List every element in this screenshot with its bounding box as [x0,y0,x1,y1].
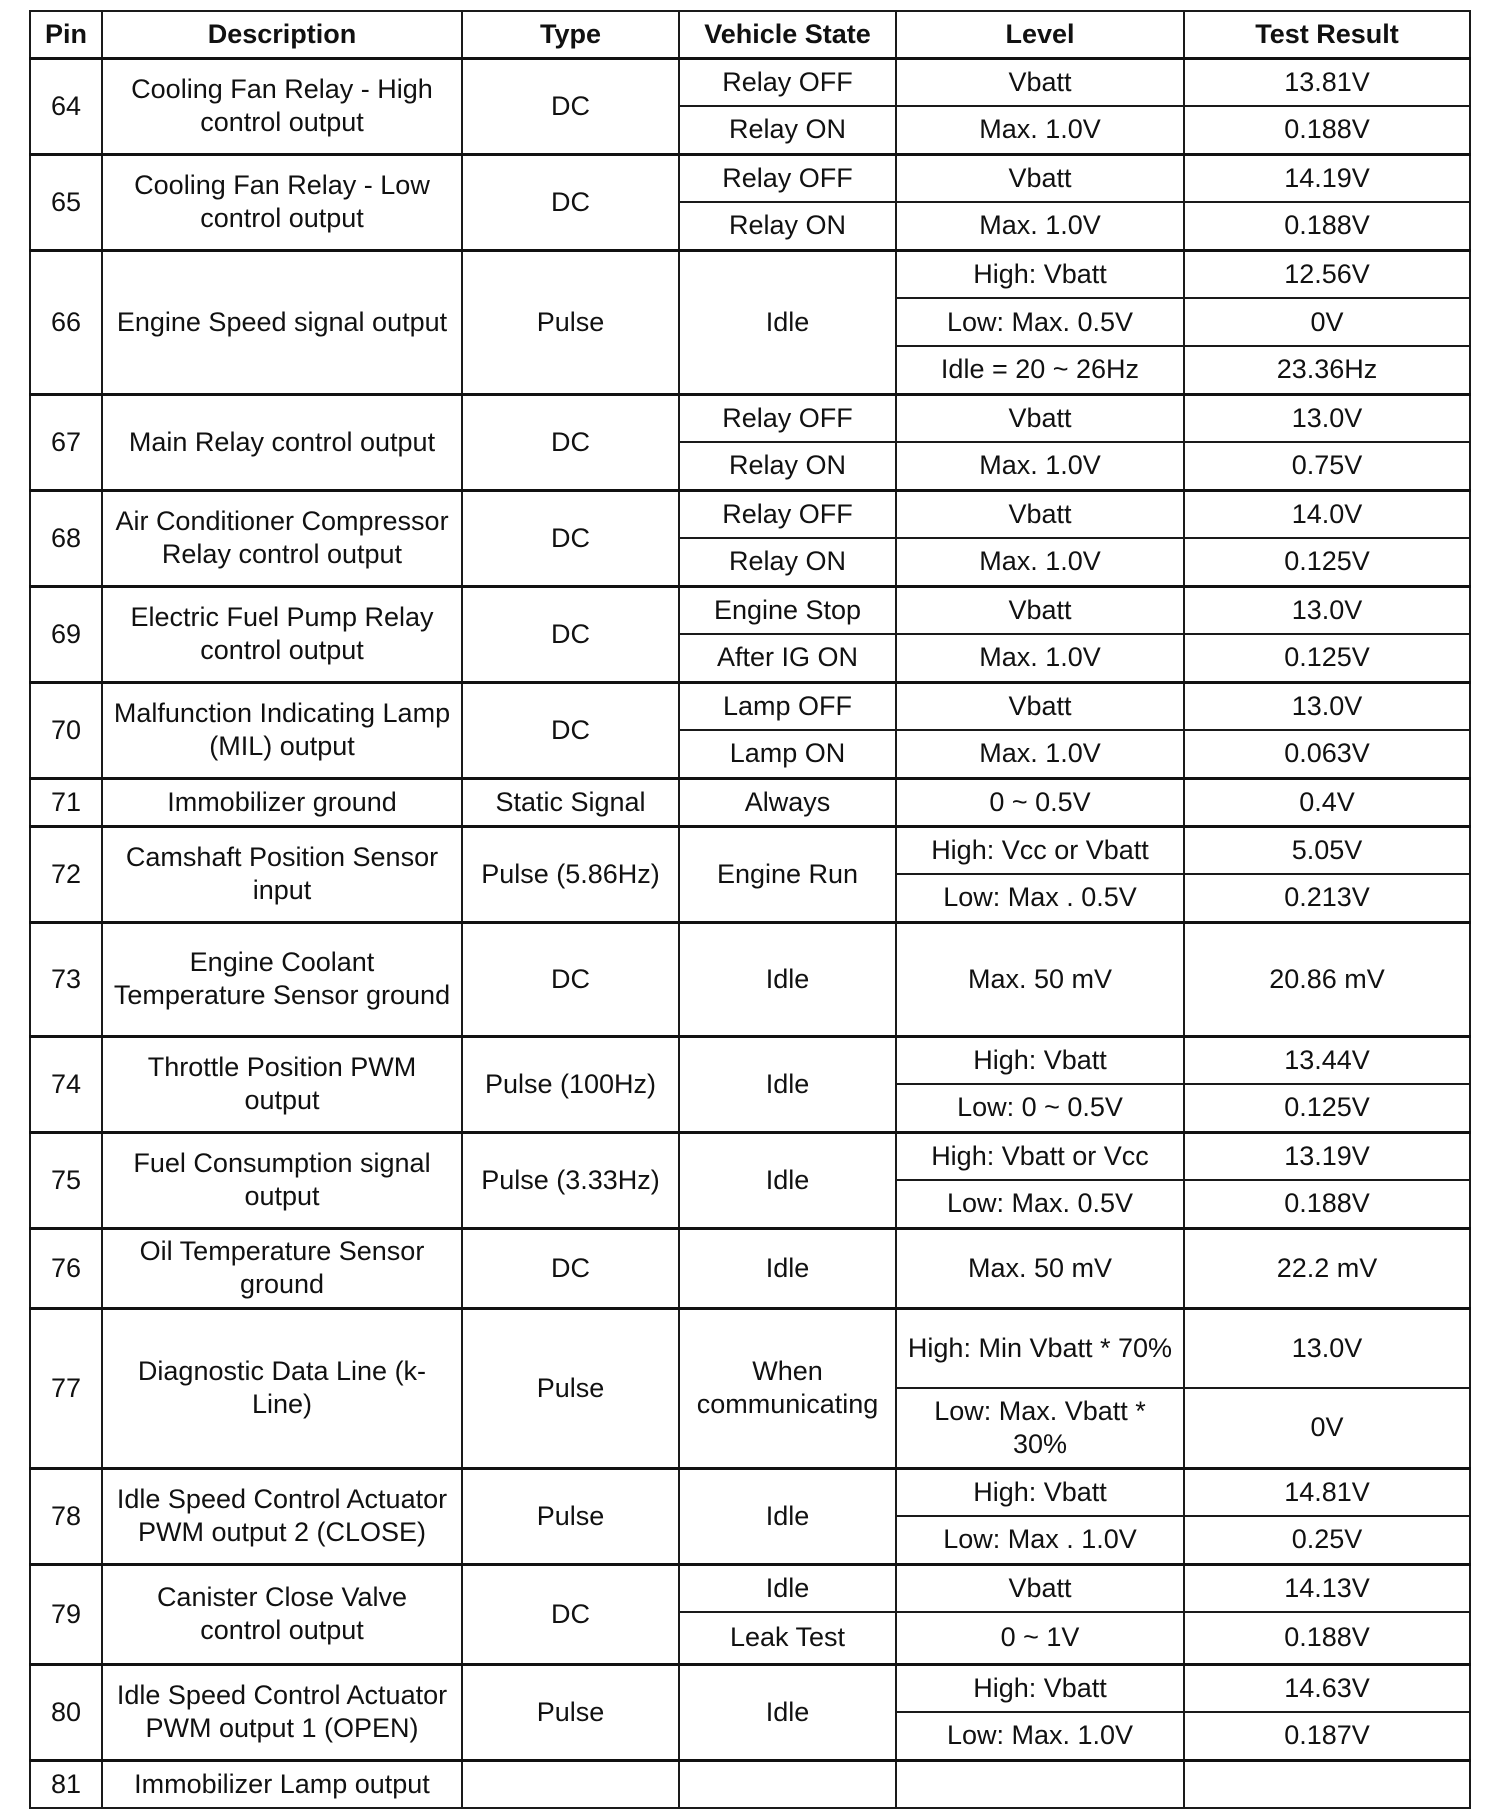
pin-number: 66 [30,250,102,394]
header-test-result: Test Result [1184,11,1470,58]
vehicle-state: Engine Stop [679,586,896,634]
vehicle-state: Idle [679,1564,896,1612]
level-value: Vbatt [896,682,1184,730]
pin-description: Immobilizer ground [102,778,462,826]
vehicle-state: Idle [679,1036,896,1132]
header-type: Type [462,11,679,58]
test-result [1184,1760,1470,1808]
table-row [30,490,1470,538]
test-result: 0.187V [1184,1712,1470,1760]
header-vehicle-state: Vehicle State [679,11,896,58]
level-value: Max. 1.0V [896,538,1184,586]
signal-type: DC [462,1564,679,1664]
level-value: Max. 1.0V [896,634,1184,682]
pin-number: 80 [30,1664,102,1760]
vehicle-state: Lamp OFF [679,682,896,730]
level-value: High: Vcc or Vbatt [896,826,1184,874]
pin-number: 76 [30,1228,102,1308]
vehicle-state: Lamp ON [679,730,896,778]
table-row [30,1132,1470,1180]
test-result: 22.2 mV [1184,1228,1470,1308]
level-value: Idle = 20 ~ 26Hz [896,346,1184,394]
level-value: High: Vbatt or Vcc [896,1132,1184,1180]
level-value: Low: Max . 0.5V [896,874,1184,922]
vehicle-state: Relay OFF [679,394,896,442]
test-result: 0.75V [1184,442,1470,490]
pin-specification-table [29,10,1471,1809]
pin-number: 73 [30,922,102,1036]
pin-description: Air Conditioner Compressor Relay control output [102,490,462,586]
vehicle-state: Relay ON [679,538,896,586]
test-result: 13.44V [1184,1036,1470,1084]
test-result: 13.81V [1184,58,1470,106]
table-row [30,922,1470,1036]
table-row [30,682,1470,730]
table-row [30,1564,1470,1612]
level-value: Low: Max. 0.5V [896,1180,1184,1228]
table-row [30,778,1470,826]
test-result: 0.188V [1184,106,1470,154]
test-result: 0.063V [1184,730,1470,778]
vehicle-state: Relay OFF [679,154,896,202]
pin-number: 77 [30,1308,102,1468]
vehicle-state: Idle [679,1228,896,1308]
test-result: 0.188V [1184,1180,1470,1228]
signal-type [462,1760,679,1808]
level-value: Vbatt [896,394,1184,442]
signal-type: Pulse (3.33Hz) [462,1132,679,1228]
pin-number: 68 [30,490,102,586]
test-result: 0.125V [1184,538,1470,586]
table-row [30,826,1470,874]
signal-type: Pulse [462,250,679,394]
table-row [30,1308,1470,1388]
test-result: 0.125V [1184,1084,1470,1132]
test-result: 14.0V [1184,490,1470,538]
test-result: 0V [1184,1388,1470,1468]
level-value: Max. 1.0V [896,730,1184,778]
table-row [30,1468,1470,1516]
vehicle-state: Idle [679,922,896,1036]
table-row [30,394,1470,442]
level-value: Vbatt [896,58,1184,106]
pin-description: Immobilizer Lamp output [102,1760,462,1808]
signal-type: DC [462,154,679,250]
table-row [30,1228,1470,1308]
vehicle-state: Relay OFF [679,490,896,538]
test-result: 13.0V [1184,394,1470,442]
level-value: Max. 50 mV [896,1228,1184,1308]
signal-type: DC [462,922,679,1036]
table-row [30,58,1470,106]
level-value: 0 ~ 1V [896,1612,1184,1664]
test-result: 13.0V [1184,586,1470,634]
pin-number: 67 [30,394,102,490]
vehicle-state: Leak Test [679,1612,896,1664]
level-value: High: Vbatt [896,1468,1184,1516]
signal-type: Pulse [462,1468,679,1564]
level-value: Max. 1.0V [896,442,1184,490]
level-value: 0 ~ 0.5V [896,778,1184,826]
level-value: High: Vbatt [896,1664,1184,1712]
level-value: Max. 1.0V [896,106,1184,154]
pin-number: 69 [30,586,102,682]
pin-description: Idle Speed Control Actuator PWM output 2 (CLOSE) [102,1468,462,1564]
pin-description: Oil Temperature Sensor ground [102,1228,462,1308]
level-value: High: Vbatt [896,250,1184,298]
level-value: Vbatt [896,586,1184,634]
pin-number: 81 [30,1760,102,1808]
signal-type: DC [462,682,679,778]
level-value: Max. 1.0V [896,202,1184,250]
vehicle-state: Idle [679,250,896,394]
header-level: Level [896,11,1184,58]
pin-description: Idle Speed Control Actuator PWM output 1 (OPEN) [102,1664,462,1760]
test-result: 14.63V [1184,1664,1470,1712]
pin-description: Electric Fuel Pump Relay control output [102,586,462,682]
test-result: 0.4V [1184,778,1470,826]
pin-description: Malfunction Indicating Lamp (MIL) output [102,682,462,778]
signal-type: DC [462,58,679,154]
vehicle-state: When communicating [679,1308,896,1468]
pin-number: 79 [30,1564,102,1664]
test-result: 14.13V [1184,1564,1470,1612]
signal-type: Pulse [462,1308,679,1468]
level-value: Low: Max . 1.0V [896,1516,1184,1564]
pin-number: 78 [30,1468,102,1564]
vehicle-state: Relay OFF [679,58,896,106]
vehicle-state: Relay ON [679,202,896,250]
level-value [896,1760,1184,1808]
test-result: 0.213V [1184,874,1470,922]
signal-type: DC [462,586,679,682]
vehicle-state: Idle [679,1664,896,1760]
test-result: 0.25V [1184,1516,1470,1564]
header-description: Description [102,11,462,58]
signal-type: Pulse (5.86Hz) [462,826,679,922]
pin-description: Cooling Fan Relay - Low control output [102,154,462,250]
pin-description: Engine Speed signal output [102,250,462,394]
level-value: Low: 0 ~ 0.5V [896,1084,1184,1132]
test-result: 14.81V [1184,1468,1470,1516]
pin-description: Throttle Position PWM output [102,1036,462,1132]
pin-number: 64 [30,58,102,154]
table-row [30,250,1470,298]
pin-number: 74 [30,1036,102,1132]
vehicle-state: Idle [679,1468,896,1564]
pin-number: 75 [30,1132,102,1228]
signal-type: Static Signal [462,778,679,826]
test-result: 12.56V [1184,250,1470,298]
level-value: Low: Max. 0.5V [896,298,1184,346]
test-result: 0.188V [1184,1612,1470,1664]
pin-description: Fuel Consumption signal output [102,1132,462,1228]
pin-description: Cooling Fan Relay - High control output [102,58,462,154]
signal-type: DC [462,394,679,490]
level-value: High: Vbatt [896,1036,1184,1084]
table-row [30,154,1470,202]
pin-description: Canister Close Valve control output [102,1564,462,1664]
level-value: Max. 50 mV [896,922,1184,1036]
table-body [30,58,1470,1808]
pin-description: Main Relay control output [102,394,462,490]
test-result: 13.0V [1184,1308,1470,1388]
vehicle-state: Idle [679,1132,896,1228]
test-result: 0.188V [1184,202,1470,250]
pin-description: Engine Coolant Temperature Sensor ground [102,922,462,1036]
table-row [30,586,1470,634]
table-row [30,1760,1470,1808]
test-result: 5.05V [1184,826,1470,874]
pin-number: 65 [30,154,102,250]
header-pin: Pin [30,11,102,58]
level-value: Low: Max. 1.0V [896,1712,1184,1760]
signal-type: DC [462,1228,679,1308]
test-result: 0.125V [1184,634,1470,682]
level-value: Vbatt [896,1564,1184,1612]
vehicle-state: Always [679,778,896,826]
table-row [30,1664,1470,1712]
test-result: 13.19V [1184,1132,1470,1180]
pin-number: 70 [30,682,102,778]
pin-description: Camshaft Position Sensor input [102,826,462,922]
header-row [30,11,1470,58]
vehicle-state: After IG ON [679,634,896,682]
level-value: Vbatt [896,490,1184,538]
vehicle-state [679,1760,896,1808]
level-value: Vbatt [896,154,1184,202]
signal-type: Pulse (100Hz) [462,1036,679,1132]
vehicle-state: Relay ON [679,106,896,154]
test-result: 20.86 mV [1184,922,1470,1036]
test-result: 13.0V [1184,682,1470,730]
vehicle-state: Relay ON [679,442,896,490]
test-result: 14.19V [1184,154,1470,202]
level-value: High: Min Vbatt * 70% [896,1308,1184,1388]
table-row [30,1036,1470,1084]
pin-description: Diagnostic Data Line (k-Line) [102,1308,462,1468]
signal-type: DC [462,490,679,586]
vehicle-state: Engine Run [679,826,896,922]
test-result: 23.36Hz [1184,346,1470,394]
pin-number: 71 [30,778,102,826]
pin-number: 72 [30,826,102,922]
level-value: Low: Max. Vbatt * 30% [896,1388,1184,1468]
test-result: 0V [1184,298,1470,346]
signal-type: Pulse [462,1664,679,1760]
